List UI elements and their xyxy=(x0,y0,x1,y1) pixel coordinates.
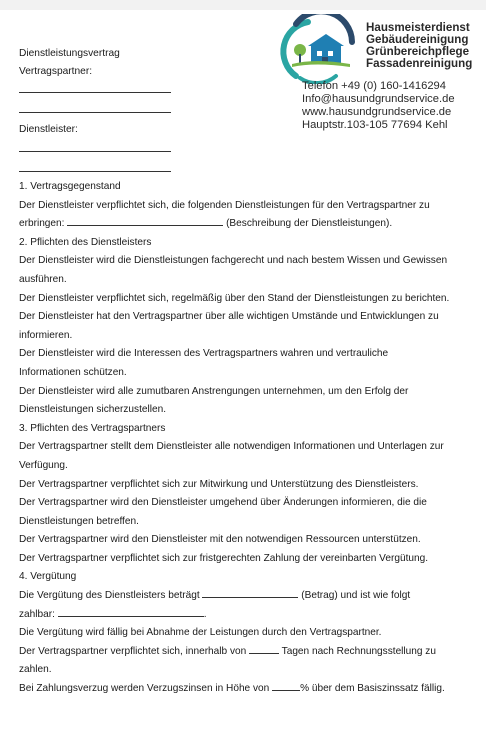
company-website: www.hausundgrundservice.de xyxy=(302,106,452,118)
services-blank xyxy=(67,217,223,226)
paragraph-line: Der Dienstleister verpflichtet sich, regelmäßig über den Stand der Dienstleistungen zu berichten. xyxy=(19,292,450,304)
paragraph-line: Der Vertragspartner wird den Dienstleister umgehend über Änderungen informieren, die die xyxy=(19,497,427,509)
company-services xyxy=(366,22,472,70)
contract-title: Dienstleistungsvertrag xyxy=(19,48,120,59)
contract-body xyxy=(19,178,471,699)
paragraph-line: ausführen. xyxy=(19,273,67,285)
company-line: Gebäudereinigung xyxy=(366,33,469,46)
paragraph-line: Der Vertragspartner wird den Dienstleister mit den notwendigen Ressourcen unterstützen. xyxy=(19,534,421,546)
section-heading: 4. Vergütung xyxy=(19,571,77,583)
payment-terms-blank xyxy=(58,608,204,617)
paragraph-line: Die Vergütung wird fällig bei Abnahme der Leistungen durch den Vertragspartner. xyxy=(19,627,382,639)
paragraph-line: Der Vertragspartner verpflichtet sich zur Mitwirkung und Unterstützung des Dienstleisters. xyxy=(19,478,419,490)
contract-header xyxy=(19,48,269,172)
paragraph-line: Der Dienstleister wird die Interessen des Vertragspartners wahren und vertrauliche xyxy=(19,348,389,360)
section-heading: 3. Pflichten des Vertragspartners xyxy=(19,422,166,434)
company-line: Grünbereichpflege xyxy=(366,45,470,58)
section-heading: 2. Pflichten des Dienstleisters xyxy=(19,236,152,248)
company-line: Fassadenreinigung xyxy=(366,57,473,70)
paragraph-line: Der Dienstleister wird alle zumutbaren Anstrengungen unternehmen, um den Erfolg der xyxy=(19,385,409,397)
paragraph-line: erbringen: (Beschreibung der Dienstleistungen). xyxy=(19,218,393,230)
paragraph-line: Dienstleistungen betreffen. xyxy=(19,515,139,527)
paragraph-line: zahlen. xyxy=(19,664,52,676)
company-address: Hauptstr.103-105 77694 Kehl xyxy=(302,119,448,131)
partner-label: Vertragspartner: xyxy=(19,66,93,77)
amount-blank xyxy=(202,589,298,598)
paragraph-line: Der Vertragspartner stellt dem Dienstleister alle notwendigen Informationen und Unterlagen zur xyxy=(19,441,444,453)
paragraph-line: Informationen schützen. xyxy=(19,366,127,378)
days-blank xyxy=(249,645,279,654)
paragraph-line: Dienstleistungen sicherzustellen. xyxy=(19,404,167,416)
paragraph-line: Die Vergütung des Dienstleisters beträgt (Betrag) und ist wie folgt xyxy=(19,590,411,602)
paragraph-line: informieren. xyxy=(19,329,73,341)
paragraph-line: Verfügung. xyxy=(19,459,68,471)
company-phone: Telefon +49 (0) 160-1416294 xyxy=(302,80,446,92)
company-contact xyxy=(302,80,455,132)
paragraph-line: Der Dienstleister wird die Dienstleistungen fachgerecht und nach bestem Wissen und Gewissen xyxy=(19,255,448,267)
paragraph-line: Der Vertragspartner verpflichtet sich zur fristgerechten Zahlung der vereinbarten Vergütung. xyxy=(19,552,429,564)
company-logo-icon xyxy=(270,14,360,84)
paragraph-line: Der Dienstleister verpflichtet sich, die folgenden Dienstleistungen für den Vertragspartner zu xyxy=(19,199,430,211)
company-email: Info@hausundgrundservice.de xyxy=(302,93,455,105)
provider-blank-line-2 xyxy=(19,171,171,172)
paragraph-line: Der Dienstleister hat den Vertragspartner über alle wichtigen Umstände und Entwicklungen zu xyxy=(19,311,439,323)
company-line: Hausmeisterdienst xyxy=(366,21,470,34)
section-heading: 1. Vertragsgegenstand xyxy=(19,181,121,192)
top-border-strip xyxy=(0,0,486,10)
paragraph-line: zahlbar: . xyxy=(19,608,207,620)
provider-label: Dienstleister: xyxy=(19,124,78,135)
paragraph-line: Bei Zahlungsverzug werden Verzugszinsen in Höhe von % über dem Basiszinssatz fällig. xyxy=(19,683,445,695)
paragraph-line: Der Vertragspartner verpflichtet sich, innerhalb von Tagen nach Rechnungsstellung zu xyxy=(19,645,436,657)
interest-blank xyxy=(272,682,300,691)
